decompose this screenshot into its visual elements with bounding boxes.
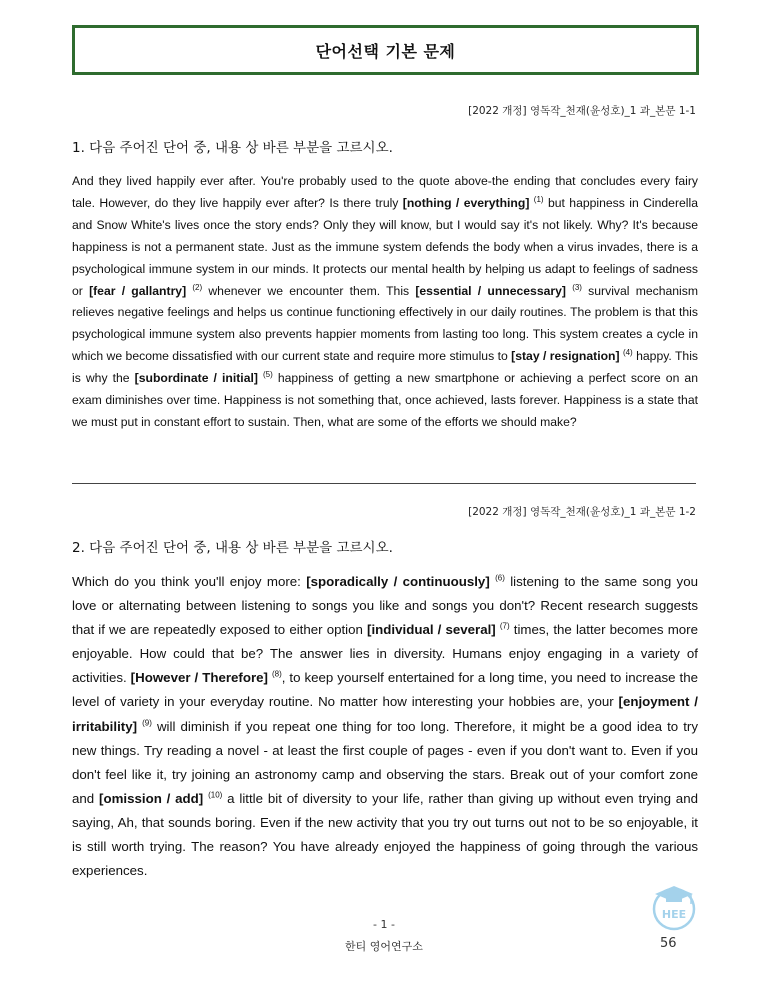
- blank-number: (5): [263, 370, 273, 380]
- question-1-prompt: 1. 다음 주어진 단어 중, 내용 상 바른 부분을 고르시오.: [72, 140, 393, 156]
- blank-number: (9): [142, 718, 152, 728]
- logo-text: HEE: [661, 908, 687, 921]
- blank-number: (7): [499, 621, 510, 631]
- passage-text: times, the latter becomes more enjoyable. How could that be? The answer lies in diversity. Humans enjoy engaging in a variety of activities.: [72, 622, 698, 686]
- word-choice-option: [essential / unnecessary]: [415, 283, 566, 298]
- word-choice-option: [sporadically / continuously]: [306, 574, 490, 589]
- passage-text: happy. This is why the: [72, 349, 699, 386]
- section-divider: [72, 483, 696, 484]
- question-2-passage: [72, 570, 698, 883]
- passage-text: And they lived happily ever after. You're probably used to the quote above-the ending that concludes every fairy tale. However, do they live happily ever after? Is there truly: [72, 174, 698, 210]
- question-1-passage: [72, 171, 698, 434]
- word-choice-option: [subordinate / initial]: [134, 371, 258, 386]
- passage-text: survival mechanism relieves negative feelings and helps us continue functioning effectively in our daily routines. The problem is that this psychological immune system also prevents happier moments from lasting too long. This system creates a cycle in which we become dissatisfied with our current state and require more stimulus to: [72, 283, 699, 364]
- passage-text: listening to the same song you love or alternating between listening to songs you like and songs you don't? Recent research suggests that if we are repeatedly exposed to either option: [72, 574, 698, 638]
- blank-number: (10): [208, 790, 223, 800]
- blank-number: (1): [533, 194, 544, 204]
- word-choice-option: [fear / gallantry]: [89, 283, 187, 298]
- word-choice-option: [enjoyment / irritability]: [72, 694, 698, 734]
- word-choice-option: [stay / resignation]: [511, 349, 620, 364]
- question-1-source: [2022 개정] 영독작_천재(윤성호)_1 과_본문 1-1: [468, 105, 696, 117]
- page-title: 단어선택 기본 문제: [315, 41, 456, 61]
- passage-text: will diminish if you repeat one thing for too long. Therefore, it might be a good idea to try new things. Try reading a novel - at least the first couple of pages - even if you don't want to. Even if you don't feel like it, try joining an astronomy camp and observing the stars. Break out of your comfort zone and: [72, 718, 699, 806]
- question-2-prompt: 2. 다음 주어진 단어 중, 내용 상 바른 부분을 고르시오.: [72, 540, 393, 556]
- passage-text: but happiness in Cinderella and Snow White's lives once the story ends? Only they will know, but I would say it's not likely. Why? It's because happiness is not a permanent state. Just as the immune system defends the body when a virus invades, there is a psychological immune system in our minds. It protects our mental health by helping us adapt to feelings of sadness or: [72, 195, 698, 298]
- passage-text: whenever we encounter them. This: [202, 283, 416, 298]
- footer-count: 56: [660, 936, 677, 951]
- passage-text: , to keep yourself entertained for a long time, you need to increase the level of variety in your everyday routine. No matter how interesting your hobbies are, your: [72, 670, 698, 710]
- blank-number: (8): [271, 669, 282, 679]
- word-choice-option: [nothing / everything]: [402, 195, 530, 210]
- passage-text: a little bit of diversity to your life, rather than giving up without even trying and saying, Ah, that sounds boring. Even if the new activity that you try out turns out not to be so enjoyable, it is still worth trying. The reason? You have already enjoyed the happiness of going through the various experiences.: [72, 790, 698, 879]
- footer-organization: 한티 영어연구소: [345, 940, 423, 953]
- word-choice-option: [omission / add]: [99, 790, 204, 806]
- title-box: [72, 25, 699, 75]
- passage-text: Which do you think you'll enjoy more:: [72, 574, 307, 589]
- page-number: - 1 -: [373, 918, 395, 931]
- question-2-source: [2022 개정] 영독작_천재(윤성호)_1 과_본문 1-2: [468, 506, 696, 518]
- passage-text: happiness of getting a new smartphone or achieving a perfect score on an exam diminishes over time. Happiness is not something that, once achieved, lasts forever. Happiness is a state that we must put in constant effort to sustain. Then, what are some of the efforts we should make?: [72, 371, 698, 429]
- word-choice-option: [individual / several]: [367, 622, 496, 638]
- blank-number: (6): [495, 573, 505, 583]
- word-choice-option: [However / Therefore]: [130, 670, 268, 686]
- blank-number: (2): [192, 282, 203, 292]
- blank-number: (3): [572, 282, 582, 292]
- blank-number: (4): [622, 348, 633, 358]
